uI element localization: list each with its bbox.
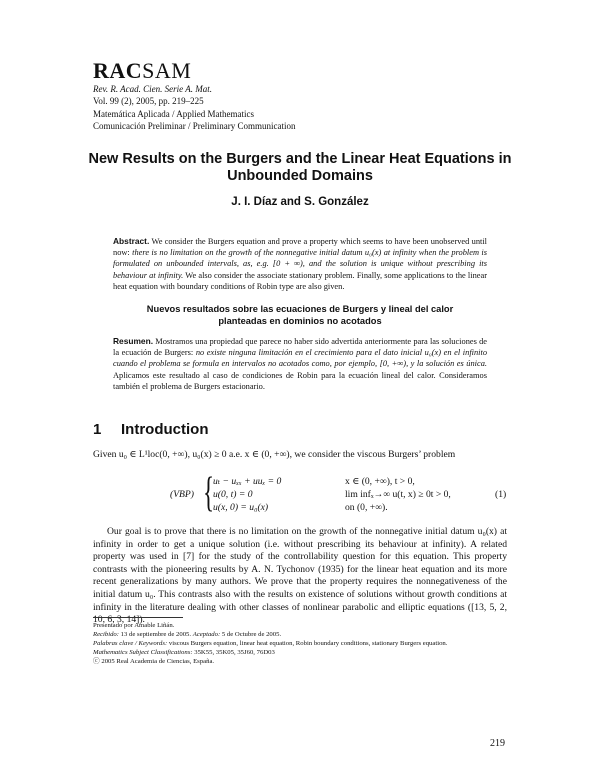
journal-communication-type: Comunicación Preliminar / Preliminary Communication <box>93 121 296 131</box>
intro-given-line: Given u₀ ∈ L¹loc(0, +∞), u₀(x) ≥ 0 a.e. x ∈ (0, +∞), we consider the viscous Burgers’ problem <box>93 449 456 460</box>
equation-label: (VBP) <box>170 489 194 500</box>
equation-row: u(0, t) = 0 lim infₓ→∞ u(t, x) ≥ 0t > 0, <box>213 489 451 500</box>
journal-logo: RACSAM <box>93 58 192 83</box>
footnote-dates: Recibido: 13 de septiembre de 2005. Aceptado: 5 de Octubre de 2005. <box>93 631 282 638</box>
paper-authors: J. I. Díaz and S. González <box>231 196 369 208</box>
journal-name: Rev. R. Acad. Cien. Serie A. Mat. <box>93 84 212 94</box>
equation-row: uₜ − uₓₓ + uuₓ = 0 x ∈ (0, +∞), t > 0, <box>213 476 415 487</box>
footnote-presented: Presentado por Amable Liñán. <box>93 622 175 629</box>
spanish-title: Nuevos resultados sobre las ecuaciones de Burgers y lineal del calor planteadas en dominios no acotados <box>146 304 454 326</box>
equation-number: (1) <box>495 489 507 500</box>
footnote-msc: Mathematics Subject Classifications: 35K55, 35K05, 35J60, 76D03 <box>93 649 275 656</box>
intro-paragraph: Our goal is to prove that there is no limitation on the growth of the nonnegative initial datum u₀(x) at infinity in order to get a unique solution (i.e. without prescribing its behaviour at infinity). A related property was used in [7] for the study of the controllability question for this equation. This property contrasts with the pioneering results by A. N. Tychonov (1935) for the linear heat equation and its more recent generalizations by many authors. We prove that the property requires the nonnegativeness of the initial datum u₀. This contrasts also with the results on existence of solutions without growth conditions at infinity in the literature dealing with other classes of nonlinear parabolic and elliptic equations ([13, 5, 2, 10, 6, 3, 14]). <box>93 526 507 626</box>
footnote-rule <box>93 617 183 618</box>
abstract: Abstract. We consider the Burgers equation and prove a property which seems to have been unobserved until now: there is no limitation on the growth of the nonnegative initial datum u₀(x) at infinity when the problem is formulated on unbounded intervals, as, e.g. [0 + ∞), and the solution is unique without prescribing its behaviour at infinity. We also consider the associate stationary problem. Finally, some applications to the linear heat equation with boundary conditions of Robin type are also given. <box>113 236 487 291</box>
section-heading: 1 Introduction <box>93 421 209 438</box>
equation-row: u(x, 0) = u₀(x) on (0, +∞). <box>213 502 388 513</box>
brace-symbol: { <box>203 470 215 516</box>
journal-category: Matemática Aplicada / Applied Mathematics <box>93 109 254 119</box>
journal-volume: Vol. 99 (2), 2005, pp. 219–225 <box>93 96 204 106</box>
paper-title: New Results on the Burgers and the Linear Heat Equations in Unbounded Domains <box>88 151 512 184</box>
resumen: Resumen. Mostramos una propiedad que parece no haber sido advertida anteriormente para las soluciones de la ecuación de Burgers: no existe ninguna limitación en el crecimiento para el dato inicial u₀(x) en el infinito cuando el problema se formula en intervalos no acotados como, por ejemplo, [0, +∞), y la solución es única. Aplicamos este resultado al caso de condiciones de Robin para la ecuación lineal del calor. Consideramos también el problema de Burgers estacionario. <box>113 336 488 391</box>
page-number: 219 <box>490 738 505 749</box>
footnote-keywords: Palabras clave / Keywords: viscous Burgers equation, linear heat equation, Robin boundary conditions, stationary Burgers equation. <box>93 640 448 647</box>
footnote-copyright: ⓒ 2005 Real Academia de Ciencias, España. <box>93 658 215 665</box>
